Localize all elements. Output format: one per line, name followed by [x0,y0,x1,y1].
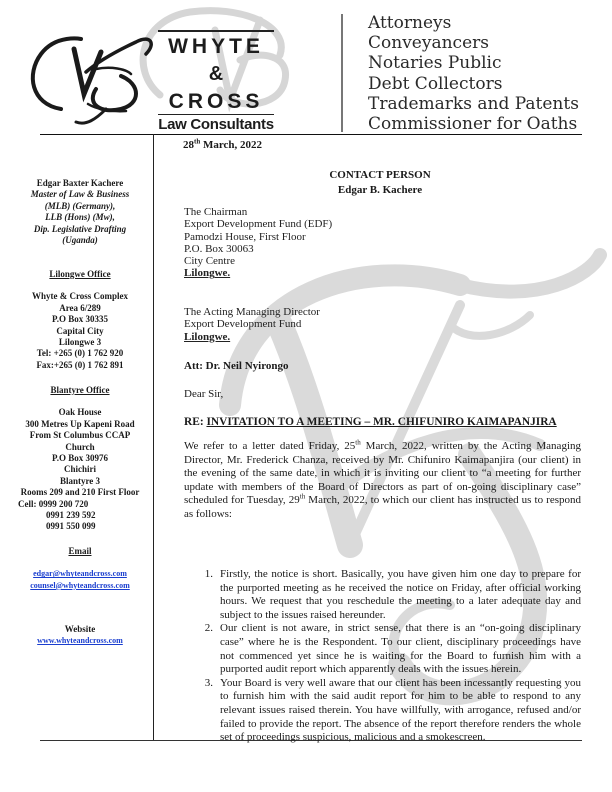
brand-tagline: Law Consultants [158,116,274,133]
principal-name: Edgar Baxter Kachere [36,178,124,188]
brand-cross: CROSS [168,90,264,113]
list-text: Your Board is very well aware that our client has been incessantly requesting you to furnish him with the said audit report for him to be able to respond to any relevant issues raised therein. You have willfully, with arrogance, refused and/or failed to provide the report. The absence of the report therefore renders the whole set of proceedings suspicious, malicious and a smokescreen. [220,676,581,744]
service-item: Debt Collectors [368,73,503,94]
contact-person-block [280,168,480,198]
qualification: Master of Law & Business [30,189,130,200]
service-item: Attorneys [368,13,452,33]
recipient-address-1 [184,206,332,280]
service-item: Commissioner for Oaths [368,114,578,135]
list-number: 1. [204,568,213,580]
qualification: (Uganda) [62,235,98,246]
list-item [184,622,581,676]
address-line: From St Columbus CCAP [29,430,131,441]
address-line: Pamodzi House, First Floor [184,230,306,243]
services-list [368,13,579,134]
qualification: LLB (Hons) (Mw), [45,212,115,223]
brand-ampersand: & [208,63,224,85]
subject-prefix: RE: [184,416,207,428]
address-line: P.O. Box 30063 [184,242,254,255]
wc-monogram-icon [26,14,156,129]
subject-line [184,416,557,428]
brand-whyte: WHYTE [168,35,264,58]
address-line: P.O Box 30976 [52,453,108,464]
letter-date [183,139,262,151]
date-rest: March, 2022 [200,139,263,151]
intro-text: March, 2022, written by the Acting Managing Director, Mr. Frederick Chanza, received by Mr. Chifuniro Kaimapanjira (our client) in the evening of the same date, in which it is inviting our client to “a meeting for further update with members of the Board of Directors as part of on-going disciplinary case” scheduled for Tuesday, 29 [184,440,581,507]
intro-text: March, 2022, to which our client has instructed us to respond as follows: [184,494,581,520]
list-item [184,677,581,745]
list-number: 3. [204,676,213,689]
sidebar-email [10,546,150,591]
address-line: Oak House [58,407,102,418]
address-line: P.O Box 30335 [52,314,108,325]
attention-line: Att: Dr. Neil Nyirongo [184,360,289,372]
address-line: The Acting Managing Director [184,306,320,318]
address-line: The Chairman [184,206,248,218]
address-city: Lilongwe. [184,267,231,280]
list-text: Our client is not aware, in strict sense, that there is an “on-going disciplinary case” where he is the Respondent. To our client, disciplinary proceedings have not commenced yet since he is waiting for the Board to furnish him with a purported audit report which apparently deals with the issues herein. [220,622,581,676]
recipient-address-2 [184,306,320,343]
list-item [184,568,581,622]
website-heading: Website [64,624,96,634]
address-line: 300 Metres Up Kapeni Road [25,418,135,429]
header-rule [40,134,582,135]
sidebar-website [10,624,150,647]
salutation: Dear Sir, [184,388,224,400]
qualification: (MLB) (Germany), [44,200,116,211]
subject-text: INVITATION TO A MEETING – MR. CHIFUNIRO KAIMAPANJIRA [206,416,557,428]
sidebar-principal [10,178,150,246]
intro-paragraph [184,440,581,522]
lilongwe-heading: Lilongwe Office [49,269,111,279]
service-item: Conveyancers [368,33,489,54]
email-heading: Email [68,546,92,556]
address-line: City Centre [184,255,236,268]
address-line: Rooms 209 and 210 First Floor [20,487,140,498]
brand-rule-top [158,30,274,32]
intro-text: We refer to a letter dated Friday, 25 [184,440,356,452]
date-day: 28 [183,139,194,151]
address-city: Lilongwe. [184,330,231,343]
intro-sup: th [299,492,306,501]
address-line: Church [65,441,95,452]
blantyre-heading: Blantyre Office [50,385,110,395]
address-line: Export Development Fund [184,318,302,331]
address-line: Blantyre 3 [59,475,101,486]
cell-line: 0991 239 592 [46,510,96,521]
contact-heading: CONTACT PERSON [329,169,431,181]
fax-line: Fax:+265 (0) 1 762 891 [36,359,124,370]
address-line: Lilongwe 3 [58,337,102,348]
list-number: 2. [204,622,213,635]
brand-rule-bottom [158,114,274,115]
service-item: Trademarks and Patents [368,93,579,114]
service-item: Notaries Public [368,53,502,74]
address-line: Export Development Fund (EDF) [184,218,333,231]
header-divider [341,14,343,132]
address-line: Area 6/289 [59,302,101,313]
address-line: Whyte & Cross Complex [31,291,129,302]
intro-sup: th [355,438,361,447]
address-line: Capital City [56,325,104,336]
contact-name: Edgar B. Kachere [337,184,423,196]
cell-line: 0991 550 099 [46,521,96,532]
website-link[interactable]: www.whyteandcross.com [37,636,123,646]
phone-line: Tel: +265 (0) 1 762 920 [36,348,124,359]
email-link[interactable]: counsel@whyteandcross.com [30,580,130,590]
date-suffix: th [194,137,201,146]
email-link[interactable]: edgar@whyteandcross.com [33,569,127,579]
qualification: Dip. Legislative Drafting [33,223,127,234]
address-line: Chichiri [63,464,96,475]
numbered-points [184,568,581,745]
cell-line: Cell: 0999 200 720 [18,498,89,509]
sidebar-blantyre-office [6,385,154,533]
sidebar-lilongwe-office [10,269,150,371]
list-text: Firstly, the notice is short. Basically, you have given him one day to prepare for the purported meeting as he received the notice on Friday, after official working hours. We request that you reschedule the meeting to a later adequate day and subject to the issues raised hereunder. [220,568,581,621]
